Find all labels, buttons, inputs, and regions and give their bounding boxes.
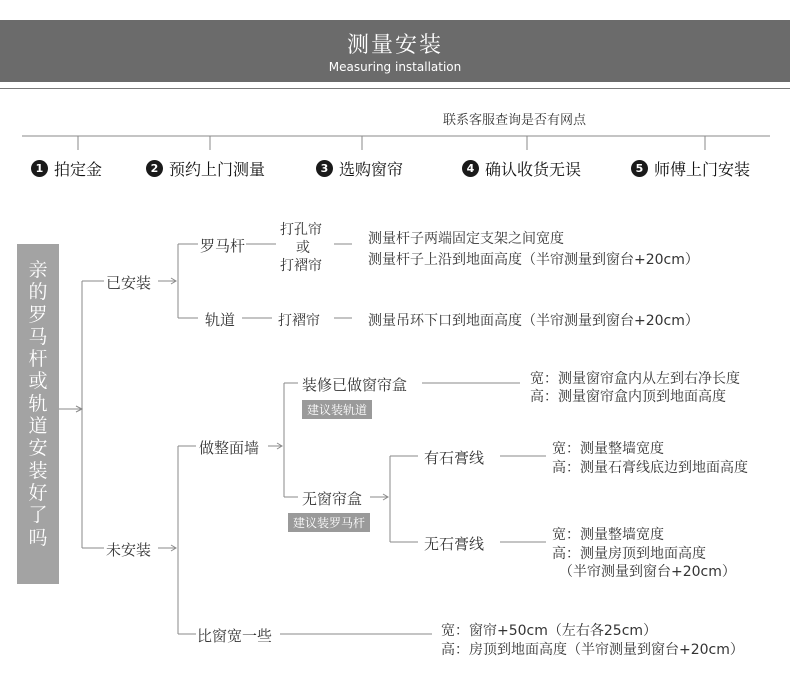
step-4 (462, 157, 581, 180)
root-char: 吗 (28, 526, 48, 549)
node-not-installed: 未安装 (106, 541, 152, 559)
curtain-box-measure-width: 宽：测量窗帘盒内从左到右净长度 (530, 371, 740, 387)
steps-note: 联系客服查询是否有网点 (443, 113, 587, 128)
step-1 (31, 157, 102, 180)
page-subtitle: Measuring installation (328, 60, 462, 74)
curtain-type-or: 或 (296, 240, 310, 256)
no-plaster-measure-note: （半帘测量到窗台+20cm） (559, 564, 736, 580)
root-char: 马 (28, 325, 48, 348)
page-title: 测量安装 (346, 33, 443, 58)
root-char: 亲 (28, 259, 48, 281)
root-char: 罗 (28, 303, 48, 326)
step-label-4: 确认收货无误 (485, 160, 582, 179)
step-number-5: 5 (631, 160, 648, 177)
root-char: 轨 (28, 392, 48, 415)
node-roman-rod: 罗马杆 (200, 237, 246, 255)
root-char: 装 (28, 459, 48, 482)
node-full-wall: 做整面墙 (199, 439, 260, 457)
node-installed: 已安装 (106, 274, 152, 292)
no-plaster-measure-height: 高：测量房顶到地面高度 (552, 546, 706, 562)
root-char: 杆 (28, 348, 48, 371)
root-char: 的 (28, 281, 48, 304)
node-curtain-box: 装修已做窗帘盒 (302, 376, 408, 394)
root-question-box (17, 244, 59, 584)
node-no-curtain-box: 无窗帘盒 (302, 490, 363, 508)
step-number-2: 2 (146, 160, 163, 177)
root-char: 或 (28, 370, 48, 393)
node-track: 轨道 (205, 311, 236, 329)
track-measure-height: 测量吊环下口到地面高度（半帘测量到窗台+20cm） (368, 313, 699, 329)
step-number-1: 1 (31, 160, 48, 177)
root-char: 安 (28, 437, 48, 460)
plaster-measure-height: 高：测量石膏线底边到地面高度 (552, 460, 748, 476)
node-no-plaster-line: 无石膏线 (424, 535, 485, 553)
step-3 (316, 157, 403, 180)
step-label-5: 师傅上门安装 (654, 160, 751, 179)
plaster-measure-width: 宽：测量整墙宽度 (552, 441, 664, 457)
step-label-2: 预约上门测量 (169, 160, 266, 179)
track-curtain-type: 打褶帘 (278, 313, 320, 329)
node-wider-than-window: 比窗宽一些 (197, 627, 273, 645)
roman-rod-measure-height: 测量杆子上沿到地面高度（半帘测量到窗台+20cm） (368, 252, 699, 268)
root-char: 好 (28, 481, 48, 504)
suggest-track-badge: 建议装轨道 (302, 400, 372, 419)
wider-measure-height: 高：房顶到地面高度（半帘测量到窗台+20cm） (441, 642, 744, 658)
step-number-4: 4 (462, 160, 479, 177)
suggest-roman-rod-badge: 建议装罗马杆 (288, 513, 370, 532)
step-label-1: 拍定金 (54, 160, 103, 179)
curtain-type-punched: 打孔帘 (280, 222, 322, 238)
step-label-3: 选购窗帘 (339, 160, 404, 179)
root-char: 道 (28, 415, 48, 438)
curtain-type-pleated: 打褶帘 (280, 258, 322, 274)
node-with-plaster-line: 有石膏线 (424, 449, 485, 467)
step-2 (146, 157, 265, 180)
curtain-box-measure-height: 高：测量窗帘盒内顶到地面高度 (530, 389, 726, 405)
no-plaster-measure-width: 宽：测量整墙宽度 (552, 527, 664, 543)
roman-rod-measure-width: 测量杆子两端固定支架之间宽度 (368, 231, 564, 247)
step-number-3: 3 (316, 160, 333, 177)
wider-measure-width: 宽：窗帘+50cm（左右各25cm） (441, 623, 658, 639)
step-5 (631, 157, 750, 180)
root-char: 了 (28, 504, 48, 527)
